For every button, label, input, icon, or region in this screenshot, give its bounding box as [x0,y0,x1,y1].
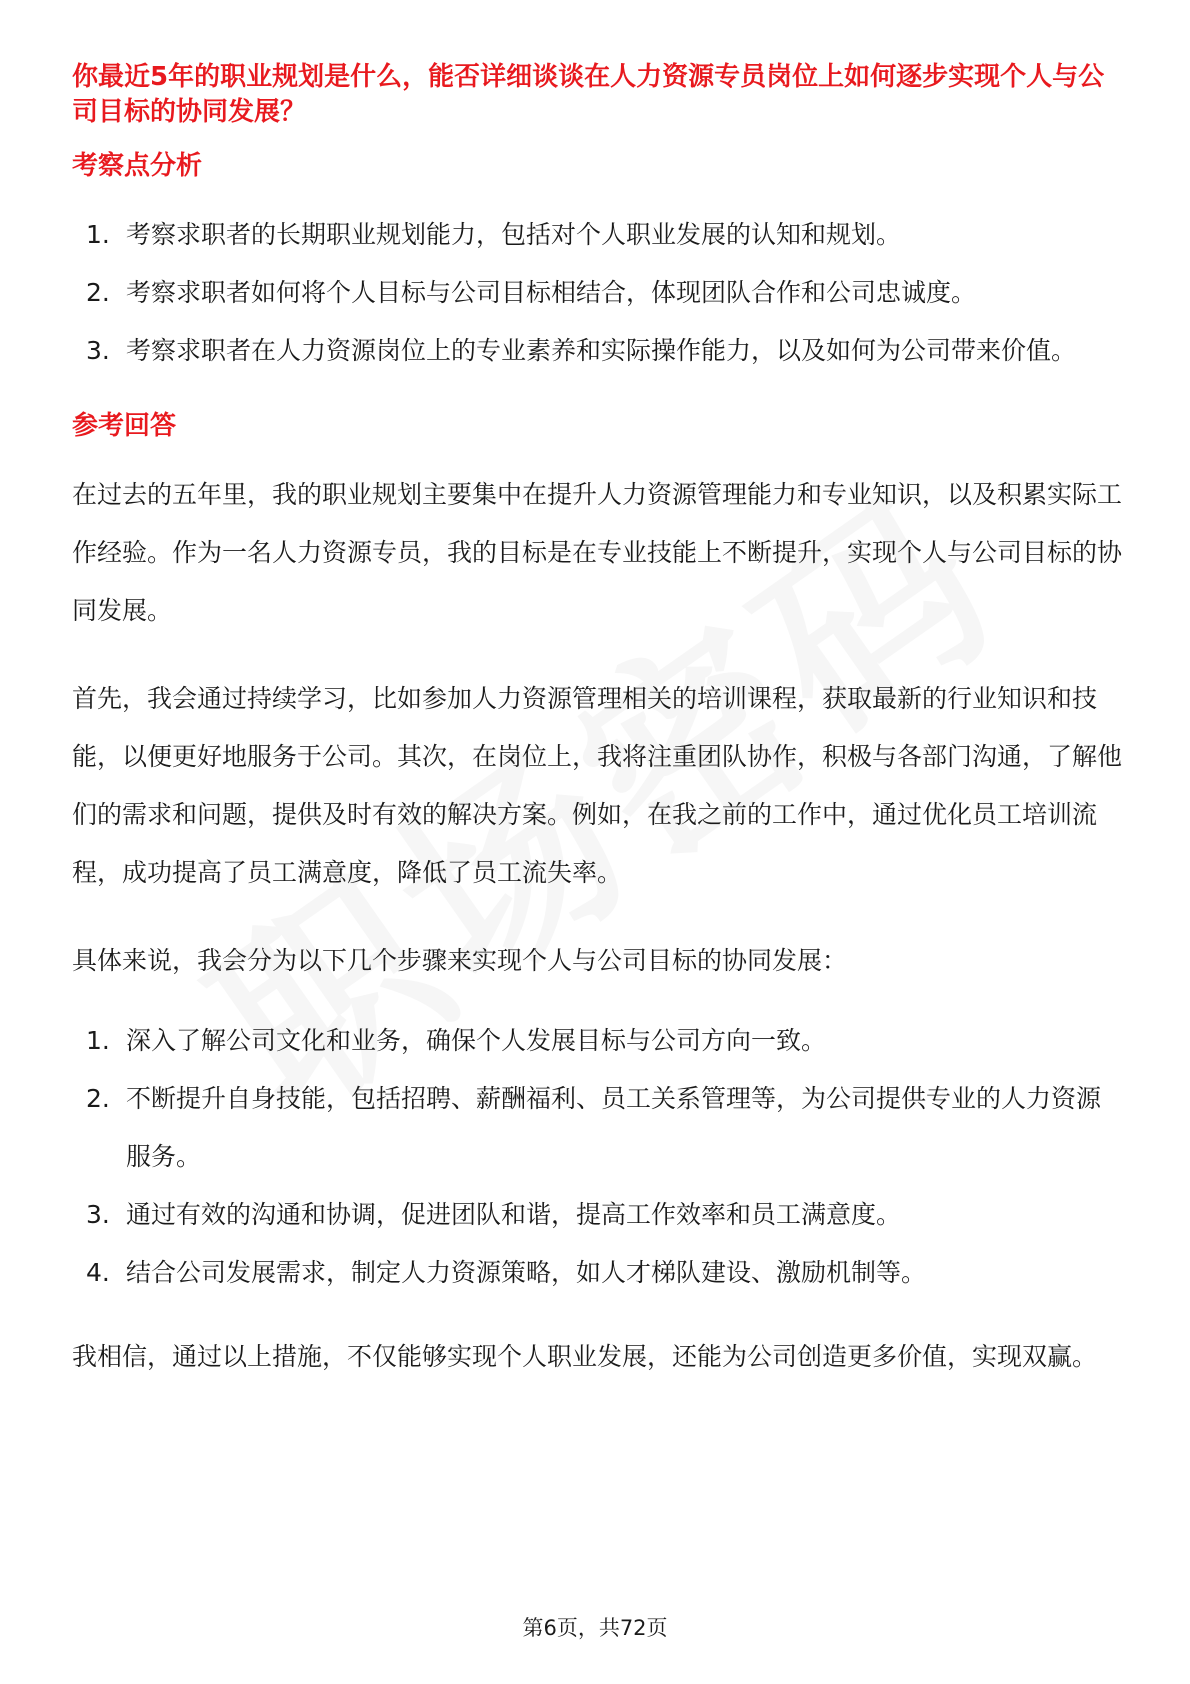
answer-conclusion: 我相信，通过以上措施，不仅能够实现个人职业发展，还能为公司创造更多价值，实现双赢。 [72,1342,1098,1371]
list-item [72,1012,1122,1070]
answer-paragraph-1: 在过去的五年里，我的职业规划主要集中在提升人力资源管理能力和专业知识，以及积累实际工作经验。作为一名人力资源专员，我的目标是在专业技能上不断提升，实现个人与公司目标的协同发展。 [72,480,1123,625]
steps-list [72,1012,1122,1302]
analysis-list [72,206,1122,380]
list-text: 深入了解公司文化和业务，确保个人发展目标与公司方向一致。 [126,1026,827,1055]
list-item [72,264,1122,322]
answer-paragraph-2: 首先，我会通过持续学习，比如参加人力资源管理相关的培训课程，获取最新的行业知识和技能，以便更好地服务于公司。其次，在岗位上，我将注重团队协作，积极与各部门沟通，了解他们的需求和问题，提供及时有效的解决方案。例如，在我之前的工作中，通过优化员工培训流程，成功提高了员工满意度，降低了员工流失率。 [72,684,1123,887]
answer-paragraph-3: 具体来说，我会分为以下几个步骤来实现个人与公司目标的协同发展： [72,946,848,975]
page-footer: 第6页，共72页 [522,1616,668,1640]
list-text: 结合公司发展需求，制定人力资源策略，如人才梯队建设、激励机制等。 [126,1258,927,1287]
answer-heading: 参考回答 [72,411,177,441]
list-item [72,1244,1122,1302]
list-number: 1. [86,220,110,249]
list-item [72,206,1122,264]
analysis-heading: 考察点分析 [72,151,203,181]
list-number: 1. [86,1026,110,1055]
list-text: 考察求职者的长期职业规划能力，包括对个人职业发展的认知和规划。 [126,220,902,249]
list-number: 3. [86,1200,110,1229]
list-number: 2. [86,1084,110,1113]
list-item [72,1186,1122,1244]
list-text: 考察求职者在人力资源岗位上的专业素养和实际操作能力，以及如何为公司带来价值。 [126,336,1077,365]
document-page [72,60,1122,1386]
list-number: 4. [86,1258,110,1287]
list-text: 通过有效的沟通和协调，促进团队和谐，提高工作效率和员工满意度。 [126,1200,902,1229]
question-title: 你最近5年的职业规划是什么，能否详细谈谈在人力资源专员岗位上如何逐步实现个人与公司目标的协同发展？ [72,62,1105,127]
list-number: 3. [86,336,110,365]
list-item [72,322,1122,380]
list-number: 2. [86,278,110,307]
list-text: 不断提升自身技能，包括招聘、薪酬福利、员工关系管理等，为公司提供专业的人力资源服务。 [126,1084,1102,1171]
list-item [72,1070,1122,1186]
list-text: 考察求职者如何将个人目标与公司目标相结合，体现团队合作和公司忠诚度。 [126,278,977,307]
